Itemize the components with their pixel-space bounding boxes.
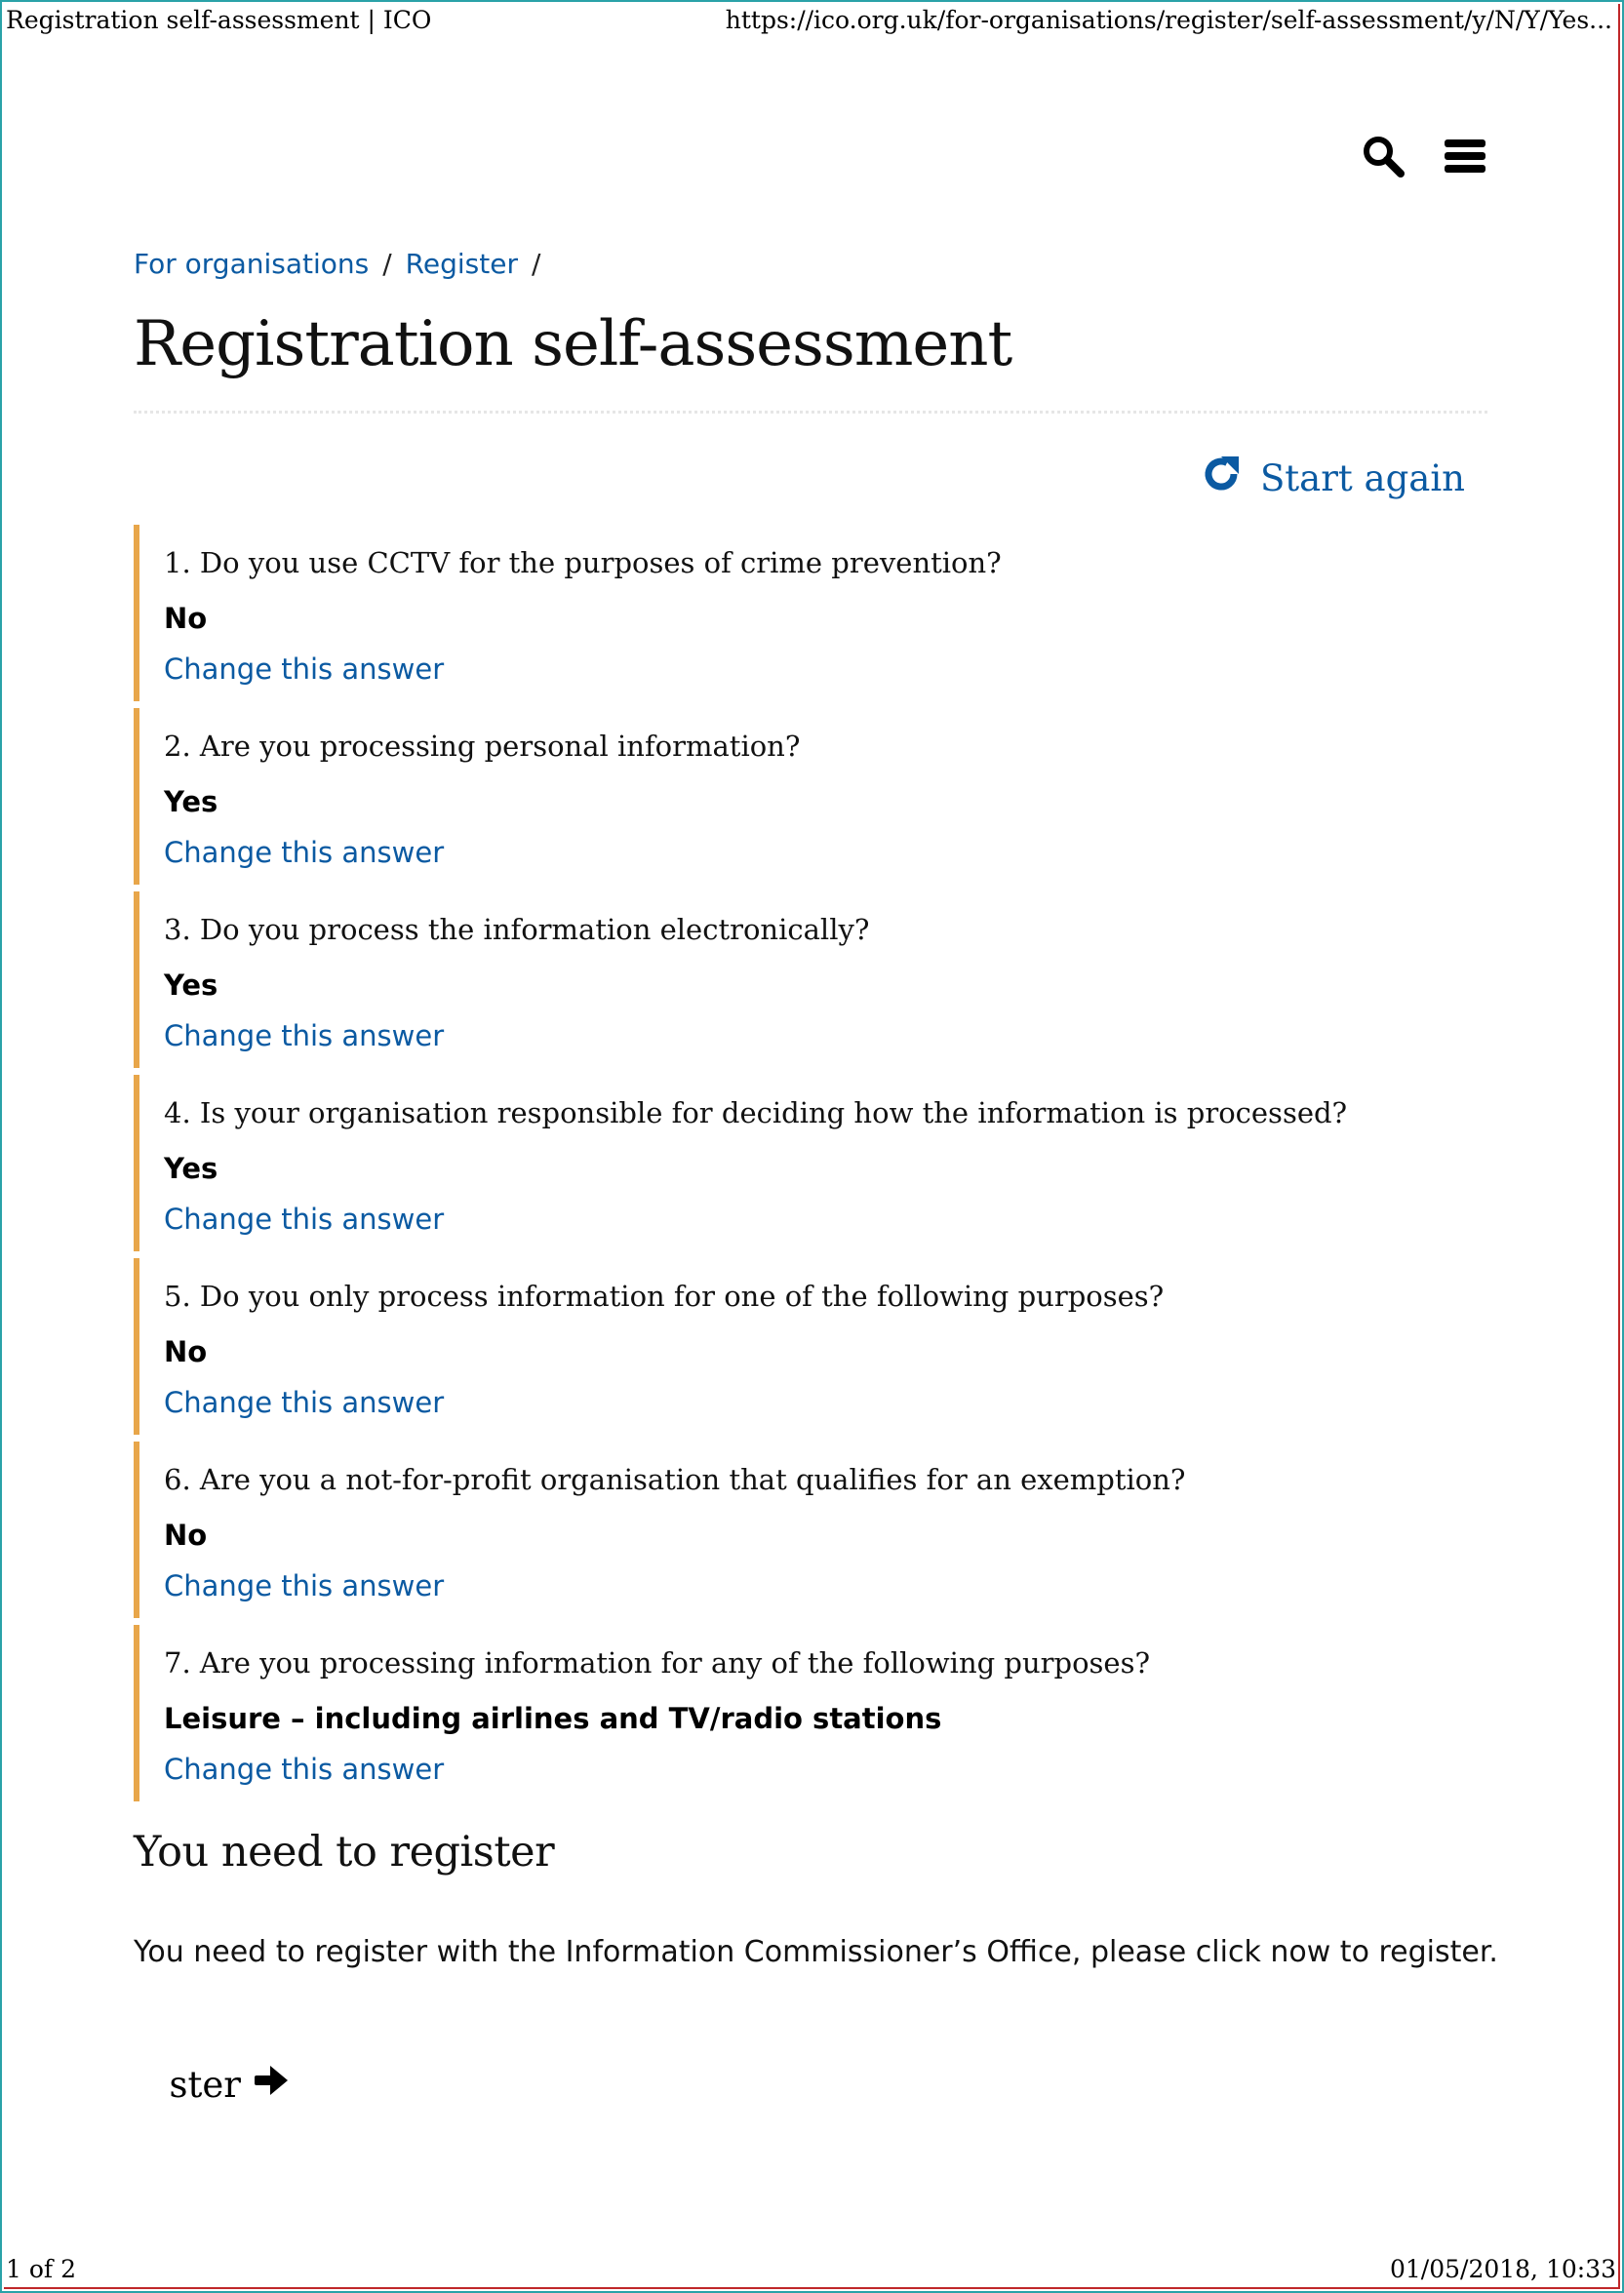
answer-item bbox=[134, 1625, 1499, 1801]
header-toolbar bbox=[1362, 135, 1486, 178]
print-header-title: Registration self-assessment | ICO bbox=[6, 6, 432, 34]
answer-item bbox=[134, 1075, 1499, 1251]
title-divider bbox=[134, 411, 1487, 414]
answer-item bbox=[134, 1442, 1499, 1618]
answer-value: No bbox=[164, 1519, 208, 1552]
answer-value: Yes bbox=[164, 785, 218, 818]
answer-item bbox=[134, 1258, 1499, 1435]
change-answer-link[interactable]: Change this answer bbox=[164, 1019, 445, 1052]
result-text: You need to register with the Information Commissioner’s Office, please click now to register. bbox=[134, 1935, 1498, 1969]
breadcrumb-for-organisations[interactable]: For organisations bbox=[134, 248, 370, 280]
register-button[interactable] bbox=[134, 2060, 290, 2109]
menu-icon[interactable] bbox=[1444, 137, 1486, 176]
change-answer-link[interactable]: Change this answer bbox=[164, 1569, 445, 1602]
refresh-icon bbox=[1202, 455, 1241, 502]
print-header-url: https://ico.org.uk/for-organisations/register/self-assessment/y/N/Y/Yes... bbox=[725, 6, 1612, 34]
answer-item bbox=[134, 708, 1499, 885]
question-text: 4. Is your organisation responsible for deciding how the information is processed? bbox=[164, 1096, 1348, 1129]
question-text: 6. Are you a not-for-profit organisation that qualifies for an exemption? bbox=[164, 1463, 1186, 1496]
start-again-label: Start again bbox=[1259, 457, 1465, 499]
question-text: 7. Are you processing information for any of the following purposes? bbox=[164, 1646, 1151, 1680]
result-heading: You need to register bbox=[134, 1828, 555, 1877]
question-text: 3. Do you process the information electronically? bbox=[164, 913, 870, 946]
change-answer-link[interactable]: Change this answer bbox=[164, 836, 445, 869]
register-button-label: ster bbox=[169, 2063, 241, 2106]
answer-value: Yes bbox=[164, 969, 218, 1002]
question-text: 5. Do you only process information for one of the following purposes? bbox=[164, 1280, 1165, 1313]
answer-value: Yes bbox=[164, 1152, 218, 1185]
search-icon[interactable] bbox=[1362, 135, 1405, 178]
breadcrumb-register[interactable]: Register bbox=[405, 248, 518, 280]
change-answer-link[interactable]: Change this answer bbox=[164, 1386, 445, 1419]
answer-item bbox=[134, 891, 1499, 1068]
breadcrumb-separator: / bbox=[382, 248, 392, 280]
answer-value: Leisure – including airlines and TV/radio stations bbox=[164, 1702, 942, 1735]
arrow-right-icon bbox=[241, 2064, 290, 2106]
change-answer-link[interactable]: Change this answer bbox=[164, 652, 445, 686]
page-title: Registration self-assessment bbox=[134, 308, 1012, 380]
print-footer-datetime: 01/05/2018, 10:33 bbox=[1389, 2255, 1616, 2283]
change-answer-link[interactable]: Change this answer bbox=[164, 1753, 445, 1786]
breadcrumb-separator: / bbox=[531, 248, 541, 280]
answers-list bbox=[134, 525, 1499, 1808]
question-text: 1. Do you use CCTV for the purposes of crime prevention? bbox=[164, 546, 1002, 579]
change-answer-link[interactable]: Change this answer bbox=[164, 1203, 445, 1236]
answer-item bbox=[134, 525, 1499, 701]
question-text: 2. Are you processing personal information? bbox=[164, 730, 801, 763]
breadcrumb bbox=[134, 248, 554, 280]
answer-value: No bbox=[164, 602, 208, 635]
print-footer-page: 1 of 2 bbox=[6, 2255, 77, 2283]
start-again-link[interactable] bbox=[1202, 455, 1465, 502]
answer-value: No bbox=[164, 1335, 208, 1368]
